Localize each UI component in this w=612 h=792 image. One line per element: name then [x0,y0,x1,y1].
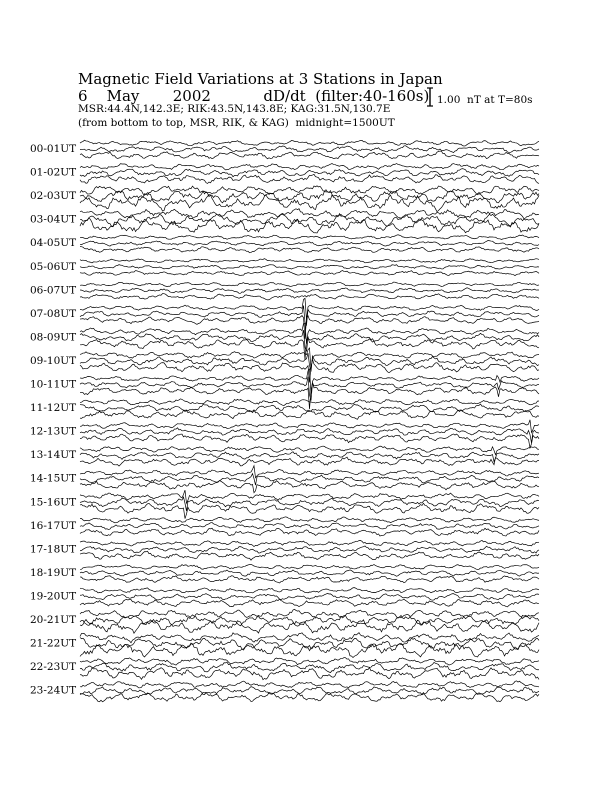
station-trace-rik [80,522,539,529]
station-trace-kag [80,163,539,169]
station-trace-rik [80,570,539,576]
station-trace-msr [80,668,539,680]
station-trace-rik [80,593,539,600]
station-trace-rik [80,288,539,294]
station-trace-kag [80,564,539,569]
hour-row-label: 09-10UT [30,354,77,367]
station-trace-msr [80,481,539,493]
station-trace-kag [80,140,539,146]
station-trace-msr [80,434,539,448]
station-trace-msr [80,457,539,466]
chart-title: Magnetic Field Variations at 3 Stations in Japan [78,70,443,88]
hour-row-label: 04-05UT [30,237,77,250]
station-trace-msr [80,576,539,583]
hour-row-label: 12-13UT [30,425,77,438]
hour-row-label: 10-11UT [30,378,77,391]
hour-row-label: 20-21UT [30,614,77,626]
station-trace-msr [80,316,539,339]
station-trace-kag [80,588,539,593]
station-trace-kag [80,681,539,688]
station-trace-kag [80,658,539,665]
hour-row-label: 15-16UT [30,496,77,509]
station-trace-rik [80,214,539,227]
station-trace-rik [80,546,539,553]
station-trace-kag [80,517,539,523]
hour-row-label: 06-07UT [30,284,77,297]
station-trace-kag [80,490,539,503]
station-trace-msr [80,151,539,159]
hour-row-label: 05-06UT [30,260,77,273]
hour-row-label: 17-18UT [30,543,77,556]
station-trace-kag [80,259,539,263]
hour-row-label: 19-20UT [30,590,77,603]
station-trace-rik [80,452,539,462]
station-trace-rik [80,615,539,626]
station-trace-rik [80,662,539,672]
station-trace-msr [80,174,539,183]
station-trace-kag [80,609,539,618]
hour-row-label: 16-17UT [30,519,77,532]
station-trace-kag [80,540,539,546]
station-trace-msr [80,271,539,276]
station-trace-kag [80,282,539,286]
station-trace-msr [80,599,539,607]
hour-row-label: 13-14UT [30,449,77,462]
hour-row-label: 14-15UT [30,472,77,485]
station-trace-msr [80,294,539,300]
station-trace-msr [80,503,539,518]
station-trace-rik [80,497,539,511]
station-trace-msr [80,692,539,701]
station-trace-msr [80,551,539,560]
hour-row-label: 23-24UT [30,684,77,697]
hour-row-label: 22-23UT [30,661,77,674]
station-coordinates: MSR:44.4N,142.3E; RIK:43.5N,143.8E; KAG:31.5N,130.7E [78,103,391,115]
station-trace-msr [80,528,539,536]
hour-row-label: 07-08UT [30,307,77,320]
station-trace-kag [80,633,539,643]
hour-row-label: 01-02UT [30,166,77,179]
scale-bar [427,88,433,106]
station-order-note: (from bottom to top, MSR, RIK, & KAG) midnight=1500UT [78,117,395,129]
station-trace-rik [80,146,539,153]
station-trace-msr [80,247,539,253]
station-trace-rik [80,474,539,485]
scale-bar-label: 1.00 nT at T=80s [437,94,533,106]
station-trace-rik [80,265,539,269]
station-trace-kag [80,235,539,240]
station-trace-kag [80,323,539,343]
hour-row-label: 03-04UT [30,213,77,226]
hour-row-label: 02-03UT [30,190,77,203]
hour-row-label: 08-09UT [30,331,77,344]
station-trace-rik [80,428,539,443]
hour-row-label: 11-12UT [30,402,77,415]
station-trace-rik [80,241,539,247]
date-filter-line: 6 May 2002 dD/dt (filter:40-160s) [78,87,430,105]
hour-row-label: 21-22UT [30,637,77,650]
hour-row-label: 00-01UT [30,143,77,155]
station-trace-msr [80,218,539,233]
hour-row-label: 18-19UT [30,566,77,579]
